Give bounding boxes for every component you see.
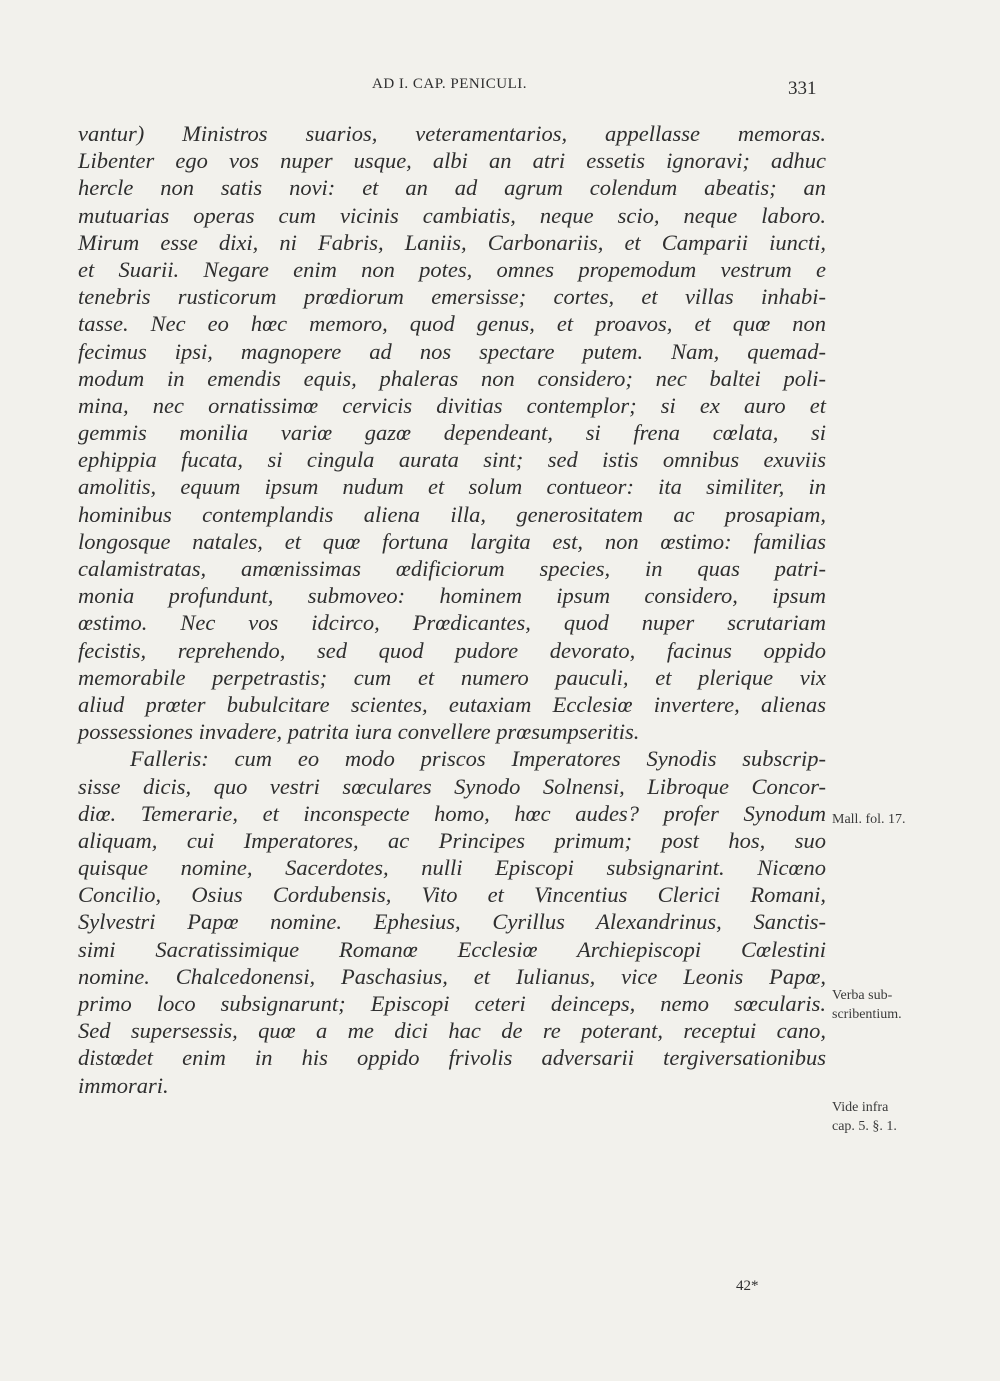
margin-note-line: Verba sub- xyxy=(832,988,893,1003)
page-number: 331 xyxy=(788,78,817,99)
text-line: immorari. xyxy=(78,1072,169,1098)
margin-note xyxy=(832,1098,897,1136)
text-line: vantur) Ministros suarios, veteramentarios, appellasse memoras. xyxy=(78,121,826,146)
margin-note xyxy=(832,986,902,1024)
text-line: tenebris rusticorum prœdiorum emersisse; cortes, et villas inhabi- xyxy=(78,284,826,310)
text-line: simi Sacratissimique Romanœ Ecclesiœ Archiepiscopi Cœlestini xyxy=(78,936,826,962)
text-line: aliquam, cui Imperatores, ac Principes primum; post hos, suo xyxy=(78,827,826,853)
text-line: ephippia fucata, si cingula aurata sint; sed istis omnibus exuviis xyxy=(78,447,826,473)
text-line: hominibus contemplandis aliena illa, generositatem ac prosapiam, xyxy=(78,501,826,527)
text-line: sisse dicis, quo vestri sœculares Synodo Solnensi, Libroque Concor- xyxy=(78,773,826,799)
text-line: fecimus ipsi, magnopere ad nos spectare putem. Nam, quemad- xyxy=(78,338,826,364)
text-line: hercle non satis novi: et an ad agrum colendum abeatis; an xyxy=(78,175,826,201)
text-line: calamistratas, amœnissimas œdificiorum species, in quas patri- xyxy=(78,556,826,581)
text-line: gemmis monilia variœ gazœ dependeant, si frena cœlata, si xyxy=(78,420,826,446)
text-line: œstimo. Nec vos idcirco, Prœdicantes, quod nuper scrutariam xyxy=(78,610,826,636)
text-line: diœ. Temerarie, et inconspecte homo, hœc audes? profer Synodum xyxy=(78,800,826,826)
text-line: amolitis, equum ipsum nudum et solum contueor: ita similiter, in xyxy=(78,474,826,500)
text-line: longosque natales, et quœ fortuna largita est, non œstimo: familias xyxy=(78,528,826,554)
text-line: mutuarias operas cum vicinis cambiatis, neque scio, neque laboro. xyxy=(78,202,826,228)
text-line: Falleris: cum eo modo priscos Imperatores Synodis subscrip- xyxy=(130,746,826,772)
text-line: modum in emendis equis, phaleras non considero; nec baltei poli- xyxy=(78,365,826,391)
text-line: Mirum esse dixi, ni Fabris, Laniis, Carbonariis, et Camparii iuncti, xyxy=(78,229,826,255)
signature-mark: 42* xyxy=(736,1278,759,1294)
margin-note-line: Vide infra xyxy=(832,1100,889,1115)
text-line: mina, nec ornatissimœ cervicis divitias contemplor; si ex auro et xyxy=(78,392,826,418)
text-line: Sylvestri Papœ nomine. Ephesius, Cyrillus Alexandrinus, Sanctis- xyxy=(78,909,826,935)
text-line: aliud prœter bubulcitare scientes, eutaxiam Ecclesiœ invertere, alienas xyxy=(78,691,826,717)
body-text xyxy=(78,120,826,1099)
text-line: tasse. Nec eo hœc memoro, quod genus, et proavos, et quœ non xyxy=(78,311,826,337)
running-title: AD I. CAP. PENICULI. xyxy=(372,76,528,92)
text-line: nomine. Chalcedonensi, Paschasius, et Iulianus, vice Leonis Papœ, xyxy=(78,963,826,989)
text-line: memorabile perpetrastis; cum et numero pauculi, et plerique vix xyxy=(78,664,826,690)
text-line: distœdet enim in his oppido frivolis adversarii tergiversationibus xyxy=(78,1045,826,1071)
text-line: fecistis, reprehendo, sed quod pudore devorato, facinus oppido xyxy=(78,637,826,663)
text-line: Concilio, Osius Cordubensis, Vito et Vincentius Clerici Romani, xyxy=(78,882,826,908)
text-line: monia profundunt, submoveo: hominem ipsum considero, ipsum xyxy=(78,583,826,609)
text-line: et Suarii. Negare enim non potes, omnes propemodum vestrum e xyxy=(78,256,826,282)
margin-note xyxy=(832,810,906,829)
text-line: Libenter ego vos nuper usque, albi an atri essetis ignoravi; adhuc xyxy=(78,148,826,174)
text-line: Sed supersessis, quœ a me dici hac de re poterant, receptui cano, xyxy=(78,1018,826,1044)
text-line: possessiones invadere, patrita iura convellere prœsumpseritis. xyxy=(78,719,640,745)
margin-note-line: Mall. fol. 17. xyxy=(832,812,906,827)
text-line: primo loco subsignarunt; Episcopi ceteri deinceps, nemo sœcularis. xyxy=(78,991,826,1016)
text-line: quisque nomine, Sacerdotes, nulli Episcopi subsignarint. Nicœno xyxy=(78,855,826,881)
margin-note-line: scribentium. xyxy=(832,1007,902,1022)
margin-note-line: cap. 5. §. 1. xyxy=(832,1119,897,1134)
